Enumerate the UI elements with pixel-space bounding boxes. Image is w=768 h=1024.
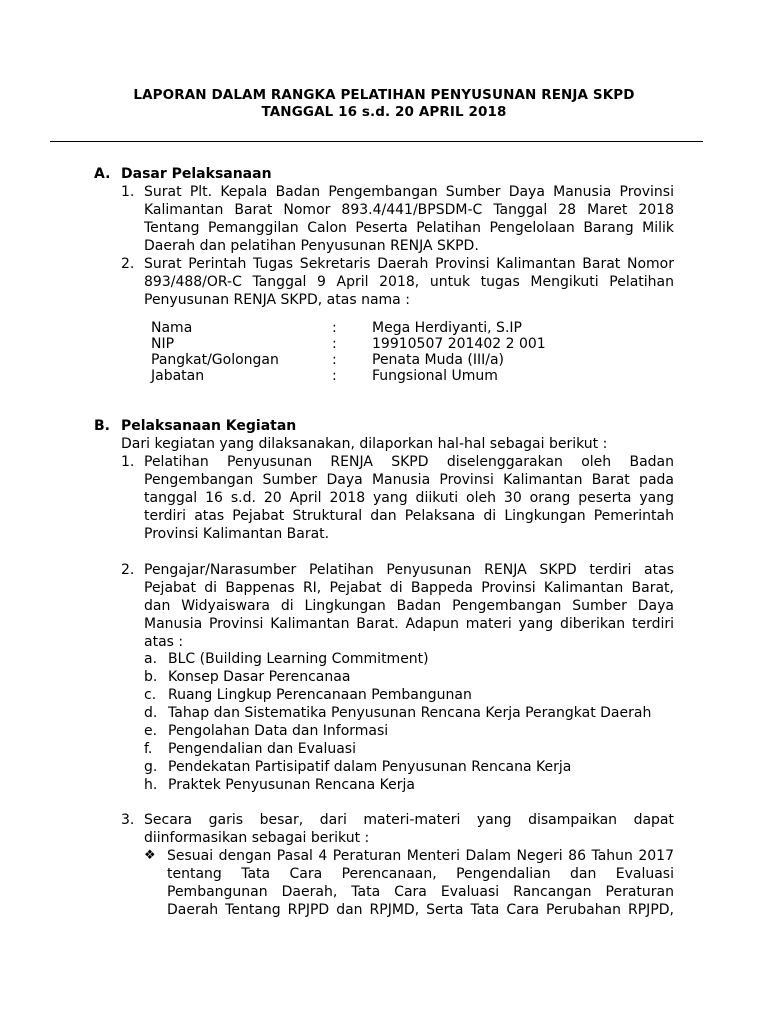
text-line: Kalimantan Barat Nomor 893.4/441/BPSDM-C Tanggal 28 Maret 2018 — [144, 202, 674, 218]
list-item-text: BLC (Building Learning Commitment) — [168, 651, 429, 667]
document-title-line1: LAPORAN DALAM RANGKA PELATIHAN PENYUSUNAN RENJA SKPD — [133, 87, 635, 103]
identity-label: NIP — [151, 336, 175, 352]
text-line: tanggal 16 s.d. 20 April 2018 yang diikuti oleh 30 orang peserta yang — [144, 490, 674, 506]
identity-label: Nama — [151, 320, 193, 336]
diamond-bullet-icon: ❖ — [144, 848, 156, 863]
list-marker: f. — [144, 741, 153, 757]
section-b-item2-number: 2. — [121, 562, 135, 578]
section-b-item3-bullet-text — [167, 847, 674, 919]
section-b-item2-text — [144, 561, 674, 651]
section-b-item3-text — [144, 811, 674, 847]
text-line: Sesuai dengan Pasal 4 Peraturan Menteri Dalam Negeri 86 Tahun 2017 — [167, 848, 674, 864]
identity-colon: : — [332, 352, 337, 368]
list-item-text: Ruang Lingkup Perencanaan Pembangunan — [168, 687, 472, 703]
text-line: Daerah dan pelatihan Penyusunan RENJA SKPD. — [144, 238, 479, 254]
text-line: 893/488/OR-C Tanggal 9 April 2018, untuk tugas Mengikuti Pelatihan — [144, 274, 674, 290]
list-marker: g. — [144, 759, 158, 775]
text-line: Daerah Tentang RPJPD dan RPJMD, Serta Tata Cara Perubahan RPJPD, — [167, 902, 674, 918]
list-item — [144, 776, 684, 794]
list-marker: c. — [144, 687, 157, 703]
identity-label: Pangkat/Golongan — [151, 352, 279, 368]
section-a-letter: A. — [94, 166, 111, 182]
list-marker: h. — [144, 777, 158, 793]
text-line: Surat Plt. Kepala Badan Pengembangan Sumber Daya Manusia Provinsi — [144, 184, 674, 200]
section-a-item2-text — [144, 255, 674, 309]
identity-value: Penata Muda (III/a) — [372, 352, 505, 368]
section-b-letter: B. — [94, 418, 110, 434]
materials-list — [144, 650, 684, 794]
section-b-item1-number: 1. — [121, 454, 135, 470]
text-line: diinformasikan sebagai berikut : — [144, 830, 370, 846]
list-marker: a. — [144, 651, 158, 667]
list-item-text: Pendekatan Partisipatif dalam Penyusunan Rencana Kerja — [168, 759, 572, 775]
text-line: Pelatihan Penyusunan RENJA SKPD diselenggarakan oleh Badan — [144, 454, 674, 470]
identity-value: Fungsional Umum — [372, 368, 498, 384]
section-a-title: Dasar Pelaksanaan — [121, 166, 272, 182]
identity-value: 19910507 201402 2 001 — [372, 336, 546, 352]
list-item — [144, 758, 684, 776]
text-line: terdiri atas Pejabat Struktural dan Pelaksana di Lingkungan Pemerintah — [144, 508, 674, 524]
list-item — [144, 740, 684, 758]
identity-value: Mega Herdiyanti, S.IP — [372, 320, 522, 336]
list-item-text: Praktek Penyusunan Rencana Kerja — [168, 777, 415, 793]
text-line: Manusia Provinsi Kalimantan Barat. Adapun materi yang diberikan terdiri — [144, 616, 674, 632]
text-line: Penyusunan RENJA SKPD, atas nama : — [144, 292, 410, 308]
section-a-item1-number: 1. — [121, 184, 135, 200]
list-marker: b. — [144, 669, 158, 685]
list-item — [144, 650, 684, 668]
text-line: dan Widyaiswara di Lingkungan Badan Pengembangan Sumber Daya — [144, 598, 674, 614]
section-a-item1-text — [144, 183, 674, 255]
text-line: Secara garis besar, dari materi-materi yang disampaikan dapat — [144, 812, 674, 828]
section-b-title: Pelaksanaan Kegiatan — [121, 418, 297, 434]
list-item-text: Pengolahan Data dan Informasi — [168, 723, 389, 739]
list-item — [144, 686, 684, 704]
list-marker: d. — [144, 705, 158, 721]
identity-colon: : — [332, 320, 337, 336]
list-item-text: Tahap dan Sistematika Penyusunan Rencana Kerja Perangkat Daerah — [168, 705, 652, 721]
section-b-item3-number: 3. — [121, 812, 135, 828]
text-line: Surat Perintah Tugas Sekretaris Daerah Provinsi Kalimantan Barat Nomor — [144, 256, 674, 272]
text-line: tentang Tata Cara Perencanaan, Pengendalian dan Evaluasi — [167, 866, 674, 882]
text-line: Pengembangan Sumber Daya Manusia Provinsi Kalimantan Barat pada — [144, 472, 674, 488]
section-b-item1-text — [144, 453, 674, 543]
document-title-line2: TANGGAL 16 s.d. 20 APRIL 2018 — [261, 104, 507, 120]
identity-label: Jabatan — [151, 368, 205, 384]
text-line: atas : — [144, 634, 184, 650]
text-line: Provinsi Kalimantan Barat. — [144, 526, 330, 542]
list-item-text: Konsep Dasar Perencanaa — [168, 669, 351, 685]
list-item — [144, 668, 684, 686]
section-a-item2-number: 2. — [121, 256, 135, 272]
header-divider — [50, 141, 703, 142]
list-marker: e. — [144, 723, 158, 739]
text-line: Tentang Pemanggilan Calon Peserta Pelatihan Pengelolaan Barang Milik — [144, 220, 674, 236]
list-item-text: Pengendalian dan Evaluasi — [168, 741, 356, 757]
text-line: Pengajar/Narasumber Pelatihan Penyusunan RENJA SKPD terdiri atas — [144, 562, 674, 578]
identity-colon: : — [332, 336, 337, 352]
list-item — [144, 704, 684, 722]
list-item — [144, 722, 684, 740]
section-b-intro: Dari kegiatan yang dilaksanakan, dilaporkan hal-hal sebagai berikut : — [121, 436, 608, 452]
text-line: Pejabat di Bappenas RI, Pejabat di Bappeda Provinsi Kalimantan Barat, — [144, 580, 674, 596]
identity-colon: : — [332, 368, 337, 384]
text-line: Pembangunan Daerah, Tata Cara Evaluasi Rancangan Peraturan — [167, 884, 674, 900]
